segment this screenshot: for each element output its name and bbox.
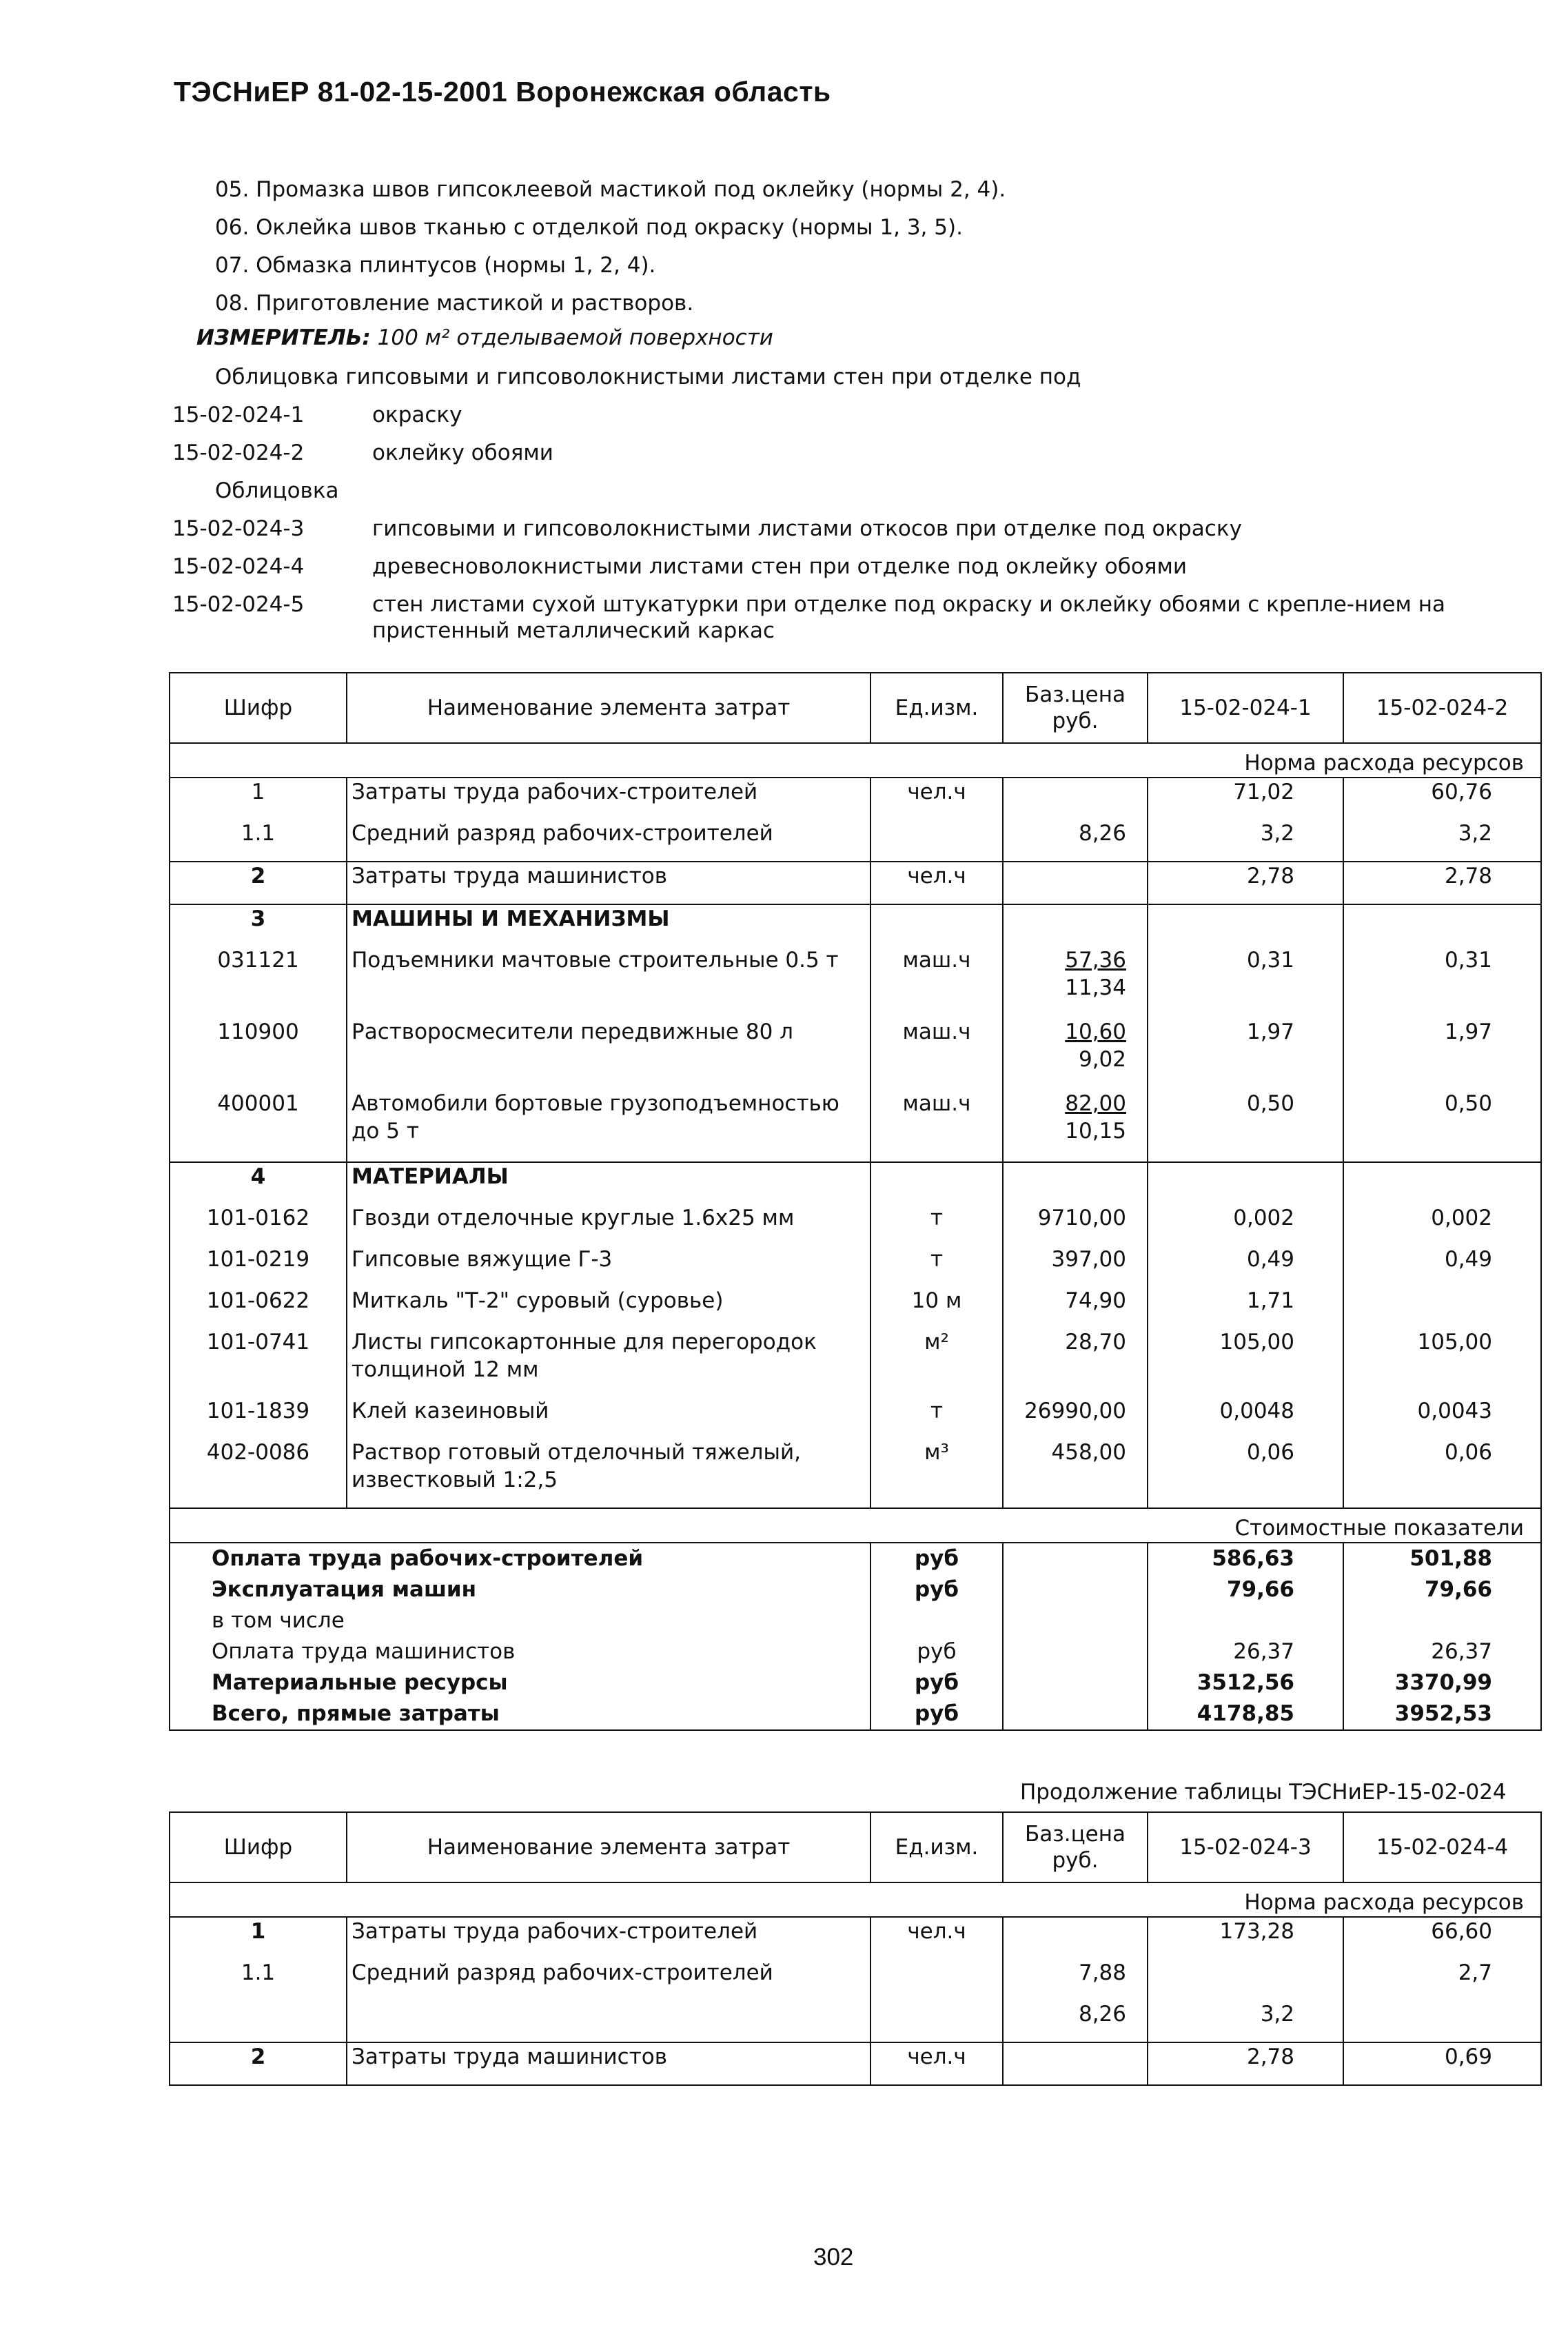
section-norm-label: Норма расхода ресурсов [1148,1882,1541,1917]
norm-text: окраску [372,403,462,427]
section-cost-label: Стоимостные показатели [1148,1508,1541,1543]
norm-code: 15-02-024-5 [172,592,305,617]
resource-table-2 [169,1811,1542,2086]
norm-row [172,434,1537,472]
table-row: 2 Затраты труда машинистов чел.ч 2,78 2,78 [170,862,1541,904]
header-price: Баз.цена руб. [1003,1812,1148,1882]
table-row: 031121 Подъемники мачтовые строительные 0.5 т маш.ч 57,36 11,34 0,31 0,31 [170,946,1541,1018]
table-row: 101-0219 Гипсовые вяжущие Г-3 т 397,00 0,49 0,49 [170,1246,1541,1287]
norms-intro: Облицовка гипсовыми и гипсоволокнистыми листами стен при отделке под [215,365,1081,389]
table-row: 110900 Растворосмесители передвижные 80 л маш.ч 10,60 9,02 1,97 1,97 [170,1018,1541,1090]
table-row: 2 Затраты труда машинистов чел.ч 2,78 0,69 [170,2042,1541,2085]
measure-label: ИЗМЕРИТЕЛЬ: [196,325,371,350]
norm-row [172,586,1537,644]
norm-text: оклейку обоями [372,440,553,465]
norms-list [172,358,1537,644]
cost-row: Материальные ресурсы руб 3512,56 3370,99 [170,1667,1541,1698]
norm-row [172,510,1537,548]
table-row: 101-1839 Клей казеиновый т 26990,00 0,0048 0,0043 [170,1397,1541,1439]
norm-code: 15-02-024-2 [172,440,305,465]
header-name: Наименование элемента затрат [347,673,870,743]
norm-text: стен листами сухой штукатурки при отделке под окраску и оклейку обоями с крепле-нием на пристенный металлический каркас [372,592,1445,643]
table-row: 1 Затраты труда рабочих-строителей чел.ч 71,02 60,76 [170,778,1541,820]
norms-intro: Облицовка [215,478,339,503]
table-row: 4 МАТЕРИАЛЫ [170,1162,1541,1204]
header-unit: Ед.изм. [870,673,1003,743]
table-row: 3 МАШИНЫ И МЕХАНИЗМЫ [170,904,1541,946]
operation-item: 07. Обмазка плинтусов (нормы 1, 2, 4). [215,253,656,278]
resource-table-1 [169,672,1542,1731]
cost-row: Всего, прямые затраты руб 4178,85 3952,53 [170,1698,1541,1730]
cost-row: Эксплуатация машин руб 79,66 79,66 [170,1574,1541,1605]
table-caption: Продолжение таблицы ТЭСНиЕР-15-02-024 [1020,1780,1507,1805]
header-unit: Ед.изм. [870,1812,1003,1882]
norm-row [172,396,1537,434]
table-row: 1 Затраты труда рабочих-строителей чел.ч 173,28 66,60 [170,1917,1541,1959]
table-row: 400001 Автомобили бортовые грузоподъемностью до 5 т маш.ч 82,00 10,15 0,50 0,50 [170,1090,1541,1162]
operation-item: 06. Оклейка швов тканью с отделкой под окраску (нормы 1, 3, 5). [215,215,963,240]
table-row: 101-0162 Гвозди отделочные круглые 1.6х25 мм т 9710,00 0,002 0,002 [170,1204,1541,1246]
header-name: Наименование элемента затрат [347,1812,870,1882]
norm-text: гипсовыми и гипсоволокнистыми листами откосов при отделке под окраску [372,516,1242,541]
table-row: 101-0741 Листы гипсокартонные для перегородок толщиной 12 мм м² 28,70 105,00 105,00 [170,1328,1541,1397]
measure-line [196,325,773,350]
table-row: 8,26 3,2 [170,2000,1541,2042]
cost-row: Оплата труда машинистов руб 26,37 26,37 [170,1636,1541,1667]
operation-item: 05. Промазка швов гипсоклеевой мастикой под оклейку (нормы 2, 4). [215,177,1006,202]
table-row: 101-0622 Миткаль "Т-2" суровый (суровье) 10 м 74,90 1,71 [170,1287,1541,1328]
table-row: 402-0086 Раствор готовый отделочный тяжелый, известковый 1:2,5 м³ 458,00 0,06 0,06 [170,1439,1541,1508]
header-col2: 15-02-024-2 [1343,673,1541,743]
norm-code: 15-02-024-1 [172,403,305,427]
cost-row: Оплата труда рабочих-строителей руб 586,63 501,88 [170,1543,1541,1574]
norm-row [172,548,1537,586]
header-code: Шифр [170,1812,347,1882]
header-price: Баз.цена руб. [1003,673,1148,743]
operation-item: 08. Приготовление мастикой и растворов. [215,291,694,316]
header-col1: 15-02-024-3 [1148,1812,1343,1882]
table-row: 1.1 Средний разряд рабочих-строителей 8,26 3,2 3,2 [170,820,1541,862]
header-col2: 15-02-024-4 [1343,1812,1541,1882]
cost-row: в том числе [170,1605,1541,1636]
header-col1: 15-02-024-1 [1148,673,1343,743]
table-row: 1.1 Средний разряд рабочих-строителей 7,88 2,7 [170,1959,1541,2000]
page-number: 302 [813,2244,854,2271]
operations-list [215,171,1006,323]
norm-code: 15-02-024-3 [172,516,305,541]
norm-text: древесноволокнистыми листами стен при отделке под оклейку обоями [372,554,1188,579]
norm-code: 15-02-024-4 [172,554,305,579]
section-norm-label: Норма расхода ресурсов [1148,743,1541,778]
header-code: Шифр [170,673,347,743]
page-header-title: ТЭСНиЕР 81-02-15-2001 Воронежская область [174,76,831,108]
measure-value: 100 м² отделываемой поверхности [377,325,773,350]
